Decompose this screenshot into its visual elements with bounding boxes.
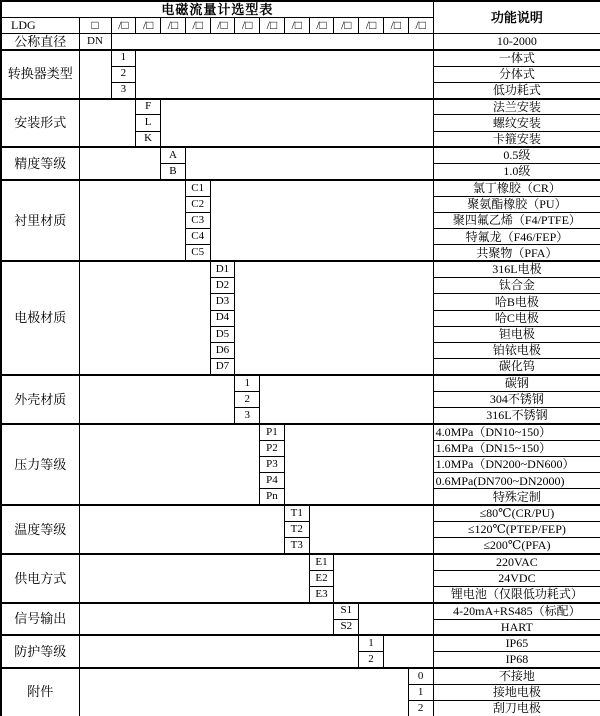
model-slot-cell: /□ bbox=[309, 17, 334, 33]
function-cell: 4.0MPa（DN10~150） bbox=[433, 424, 600, 440]
spacer-cell bbox=[185, 147, 433, 180]
spacer-cell bbox=[79, 424, 260, 505]
category-label-cell: 供电方式 bbox=[1, 554, 79, 603]
code-cell: D4 bbox=[210, 310, 235, 326]
category-label-cell: 防护等级 bbox=[1, 635, 79, 668]
spacer-cell bbox=[309, 505, 433, 554]
code-cell: C2 bbox=[185, 196, 210, 212]
spacer-cell bbox=[79, 668, 408, 716]
code-cell: L bbox=[136, 115, 161, 131]
function-cell: 钛合金 bbox=[433, 278, 600, 294]
category-label-cell: 转换器类型 bbox=[1, 50, 79, 99]
function-cell: 316L不锈钢 bbox=[433, 408, 600, 424]
function-cell: 特氟龙（F46/FEP） bbox=[433, 229, 600, 245]
function-cell: 低功耗式 bbox=[433, 82, 600, 98]
spacer-cell bbox=[79, 375, 235, 424]
code-cell: 2 bbox=[359, 652, 384, 668]
spacer-cell bbox=[334, 554, 433, 603]
function-cell: 4-20mA+RS485（标配） bbox=[433, 603, 600, 619]
model-prefix-cell: LDG bbox=[1, 17, 79, 33]
category-label-cell: 附件 bbox=[1, 668, 79, 716]
function-cell: IP65 bbox=[433, 635, 600, 651]
code-cell: 0 bbox=[408, 668, 433, 684]
code-cell: D1 bbox=[210, 261, 235, 277]
function-cell: 氯丁橡胶（CR） bbox=[433, 180, 600, 196]
model-slot-cell: /□ bbox=[235, 17, 260, 33]
code-cell: C3 bbox=[185, 212, 210, 228]
code-cell: S1 bbox=[334, 603, 359, 619]
code-cell: 1 bbox=[359, 635, 384, 651]
category-label-cell: 精度等级 bbox=[1, 147, 79, 180]
code-cell: 1 bbox=[235, 375, 260, 391]
spacer-cell bbox=[260, 375, 434, 424]
model-slot-cell: /□ bbox=[359, 17, 384, 33]
function-cell: 304不锈钢 bbox=[433, 391, 600, 407]
code-cell: P4 bbox=[260, 473, 285, 489]
code-cell: S2 bbox=[334, 619, 359, 635]
code-cell: E2 bbox=[309, 570, 334, 586]
model-slot-cell: /□ bbox=[210, 17, 235, 33]
function-cell: 法兰安装 bbox=[433, 99, 600, 115]
code-cell: 2 bbox=[235, 391, 260, 407]
code-cell: D3 bbox=[210, 294, 235, 310]
category-label-cell: 温度等级 bbox=[1, 505, 79, 554]
spacer-cell bbox=[235, 261, 433, 375]
code-cell: T2 bbox=[284, 522, 309, 538]
function-cell: 1.6MPa（DN15~150） bbox=[433, 440, 600, 456]
model-slot-cell: /□ bbox=[111, 17, 136, 33]
code-cell: C1 bbox=[185, 180, 210, 196]
code-cell: 1 bbox=[111, 50, 136, 66]
category-label-cell: 外壳材质 bbox=[1, 375, 79, 424]
model-slot-cell: /□ bbox=[161, 17, 186, 33]
function-cell: ≤200℃(PFA) bbox=[433, 538, 600, 554]
function-cell: 0.5级 bbox=[433, 147, 600, 163]
code-cell: E3 bbox=[309, 587, 334, 603]
function-cell: 220VAC bbox=[433, 554, 600, 570]
code-cell: D7 bbox=[210, 359, 235, 375]
code-cell: D5 bbox=[210, 326, 235, 342]
model-slot-cell: /□ bbox=[185, 17, 210, 33]
model-box-cell: □ bbox=[79, 17, 111, 33]
model-slot-cell: /□ bbox=[284, 17, 309, 33]
code-cell: E1 bbox=[309, 554, 334, 570]
function-cell: 不接地 bbox=[433, 668, 600, 684]
code-cell: P2 bbox=[260, 440, 285, 456]
code-cell: P3 bbox=[260, 456, 285, 472]
spacer-cell bbox=[79, 635, 359, 668]
category-label-cell: 压力等级 bbox=[1, 424, 79, 505]
function-cell: 刮刀电极 bbox=[433, 700, 600, 716]
code-cell: K bbox=[136, 131, 161, 147]
spacer-cell bbox=[111, 34, 433, 50]
spacer-cell bbox=[284, 424, 433, 505]
table-title: 电磁流量计选型表 bbox=[1, 1, 433, 17]
function-cell: 一体式 bbox=[433, 50, 600, 66]
function-cell: 碳化钨 bbox=[433, 359, 600, 375]
function-cell: ≤120℃(PTEP/FEP) bbox=[433, 522, 600, 538]
spacer-cell bbox=[79, 505, 284, 554]
code-cell: D6 bbox=[210, 343, 235, 359]
code-cell: 3 bbox=[235, 408, 260, 424]
function-cell: 卡箍安装 bbox=[433, 131, 600, 147]
spacer-cell bbox=[383, 635, 433, 668]
function-cell: 哈B电极 bbox=[433, 294, 600, 310]
function-cell: 螺纹安装 bbox=[433, 115, 600, 131]
function-cell: 碳钢 bbox=[433, 375, 600, 391]
category-label-cell: 电极材质 bbox=[1, 261, 79, 375]
function-cell: 0.6MPa(DN700~DN2000) bbox=[433, 473, 600, 489]
function-cell: 24VDC bbox=[433, 570, 600, 586]
category-label-cell: 信号输出 bbox=[1, 603, 79, 636]
code-cell: Pn bbox=[260, 489, 285, 505]
spacer-cell bbox=[210, 180, 433, 261]
code-cell: P1 bbox=[260, 424, 285, 440]
code-cell: T3 bbox=[284, 538, 309, 554]
code-cell: T1 bbox=[284, 505, 309, 521]
code-cell: B bbox=[161, 164, 186, 180]
code-cell: 3 bbox=[111, 82, 136, 98]
model-slot-cell: /□ bbox=[136, 17, 161, 33]
code-cell: 2 bbox=[111, 66, 136, 82]
code-cell: D2 bbox=[210, 278, 235, 294]
function-cell: 特殊定制 bbox=[433, 489, 600, 505]
function-cell: 聚四氟乙烯（F4/PTFE） bbox=[433, 212, 600, 228]
function-cell: IP68 bbox=[433, 652, 600, 668]
code-cell: A bbox=[161, 147, 186, 163]
function-cell: 钽电极 bbox=[433, 326, 600, 342]
spacer-cell bbox=[136, 50, 433, 99]
spacer-cell bbox=[79, 147, 161, 180]
function-cell: 接地电极 bbox=[433, 684, 600, 700]
spacer-cell bbox=[79, 99, 136, 148]
function-cell: 共聚物（PFA） bbox=[433, 245, 600, 261]
function-cell: 1.0MPa（DN200~DN600） bbox=[433, 456, 600, 472]
spacer-cell bbox=[79, 603, 334, 636]
function-column-header: 功能说明 bbox=[433, 1, 600, 34]
function-cell: HART bbox=[433, 619, 600, 635]
category-label-cell: 衬里材质 bbox=[1, 180, 79, 261]
function-cell: 316L电极 bbox=[433, 261, 600, 277]
diameter-label-cell: 公称直径 bbox=[1, 34, 79, 50]
spacer-cell bbox=[161, 99, 434, 148]
function-cell: 分体式 bbox=[433, 66, 600, 82]
spacer-cell bbox=[79, 50, 111, 99]
function-cell: 1.0级 bbox=[433, 164, 600, 180]
function-cell: 哈C电极 bbox=[433, 310, 600, 326]
model-slot-cell: /□ bbox=[408, 17, 433, 33]
category-label-cell: 安装形式 bbox=[1, 99, 79, 148]
model-slot-cell: /□ bbox=[260, 17, 285, 33]
diameter-function-cell: 10-2000 bbox=[433, 34, 600, 50]
function-cell: 铂铱电极 bbox=[433, 343, 600, 359]
function-cell: 聚氨酯橡胶（PU） bbox=[433, 196, 600, 212]
spacer-cell bbox=[359, 603, 434, 636]
code-cell: C4 bbox=[185, 229, 210, 245]
function-cell: 锂电池（仅限低功耗式） bbox=[433, 587, 600, 603]
function-cell: ≤80℃(CR/PU) bbox=[433, 505, 600, 521]
diameter-code-cell: DN bbox=[79, 34, 111, 50]
model-slot-cell: /□ bbox=[334, 17, 359, 33]
code-cell: F bbox=[136, 99, 161, 115]
code-cell: 2 bbox=[408, 700, 433, 716]
spacer-cell bbox=[79, 261, 210, 375]
model-slot-cell: /□ bbox=[383, 17, 408, 33]
spacer-cell bbox=[79, 180, 185, 261]
code-cell: C5 bbox=[185, 245, 210, 261]
code-cell: 1 bbox=[408, 684, 433, 700]
spacer-cell bbox=[79, 554, 309, 603]
